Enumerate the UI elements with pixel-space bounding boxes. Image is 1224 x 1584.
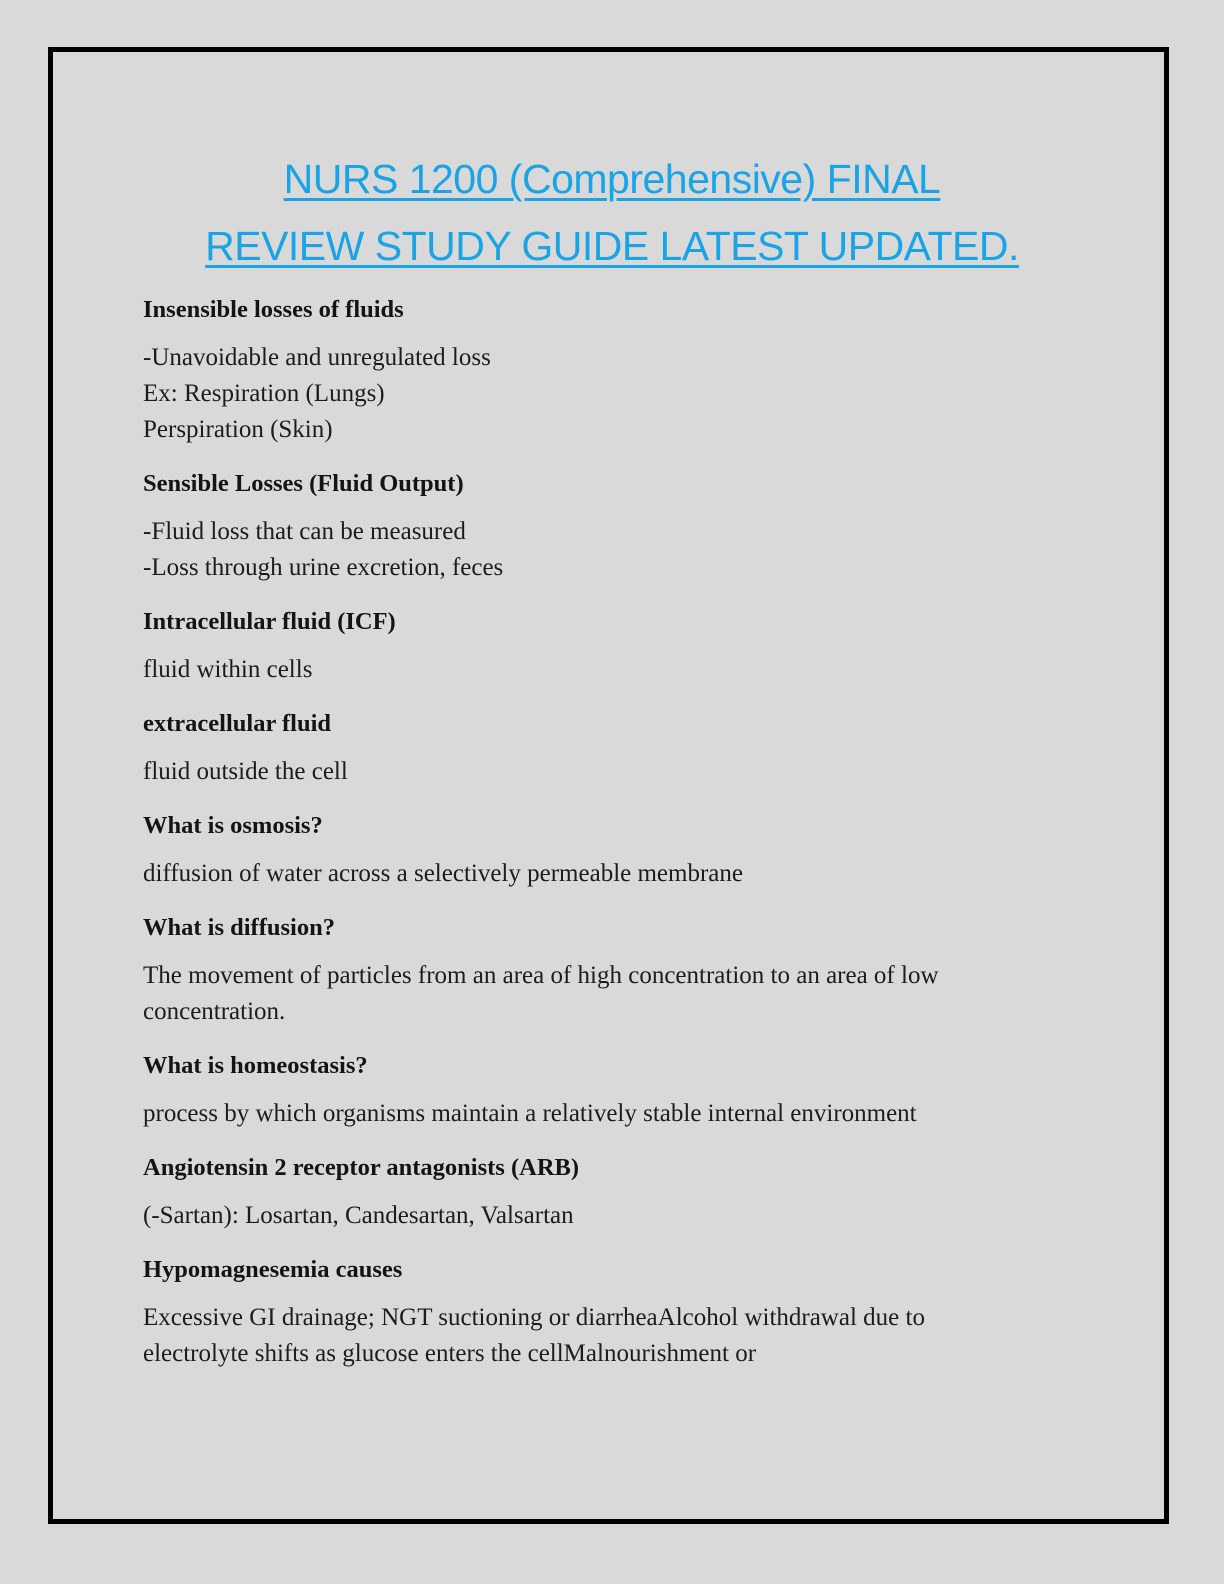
section-heading: Hypomagnesemia causes [143, 1256, 403, 1283]
section-intracellular-fluid [143, 602, 1103, 688]
body-line: (-Sartan): Losartan, Candesartan, Valsartan [143, 1202, 574, 1229]
section-body [143, 340, 1103, 448]
section-extracellular-fluid [143, 704, 1103, 790]
body-line: -Fluid loss that can be measured [143, 518, 466, 545]
body-line: diffusion of water across a selectively permeable membrane [143, 860, 743, 887]
body-line: Perspiration (Skin) [143, 416, 333, 443]
body-line: Ex: Respiration (Lungs) [143, 380, 385, 407]
section-diffusion [143, 908, 1103, 1030]
section-heading: What is osmosis? [143, 812, 323, 839]
section-arb [143, 1148, 1103, 1234]
body-line: -Loss through urine excretion, feces [143, 554, 504, 581]
section-heading: Sensible Losses (Fluid Output) [143, 470, 464, 497]
body-line: fluid outside the cell [143, 758, 348, 785]
body-line: concentration. [143, 998, 286, 1025]
section-body [143, 856, 1103, 892]
section-heading: extracellular fluid [143, 710, 332, 737]
section-osmosis [143, 806, 1103, 892]
section-body [143, 1300, 1103, 1372]
title-line: NURS 1200 (Comprehensive) FINAL [283, 156, 941, 202]
body-line: -Unavoidable and unregulated loss [143, 344, 491, 371]
study-guide-content [143, 290, 1103, 1388]
section-heading: Intracellular fluid (ICF) [143, 608, 396, 635]
section-heading: What is diffusion? [143, 914, 335, 941]
section-heading: Insensible losses of fluids [143, 296, 404, 323]
section-body [143, 652, 1103, 688]
section-hypomagnesemia [143, 1250, 1103, 1372]
section-body [143, 754, 1103, 790]
document-title [0, 146, 1224, 280]
body-line: fluid within cells [143, 656, 313, 683]
body-line: electrolyte shifts as glucose enters the cellMalnourishment or [143, 1340, 757, 1367]
section-homeostasis [143, 1046, 1103, 1132]
section-sensible-losses [143, 464, 1103, 586]
section-heading: What is homeostasis? [143, 1052, 368, 1079]
section-body [143, 514, 1103, 586]
section-body [143, 1198, 1103, 1234]
body-line: Excessive GI drainage; NGT suctioning or diarrheaAlcohol withdrawal due to [143, 1304, 925, 1331]
body-line: process by which organisms maintain a relatively stable internal environment [143, 1100, 917, 1127]
section-body [143, 1096, 1103, 1132]
section-heading: Angiotensin 2 receptor antagonists (ARB) [143, 1154, 580, 1181]
title-line: REVIEW STUDY GUIDE LATEST UPDATED. [205, 223, 1019, 269]
section-insensible-losses [143, 290, 1103, 448]
section-body [143, 958, 1103, 1030]
body-line: The movement of particles from an area of high concentration to an area of low [143, 962, 939, 989]
